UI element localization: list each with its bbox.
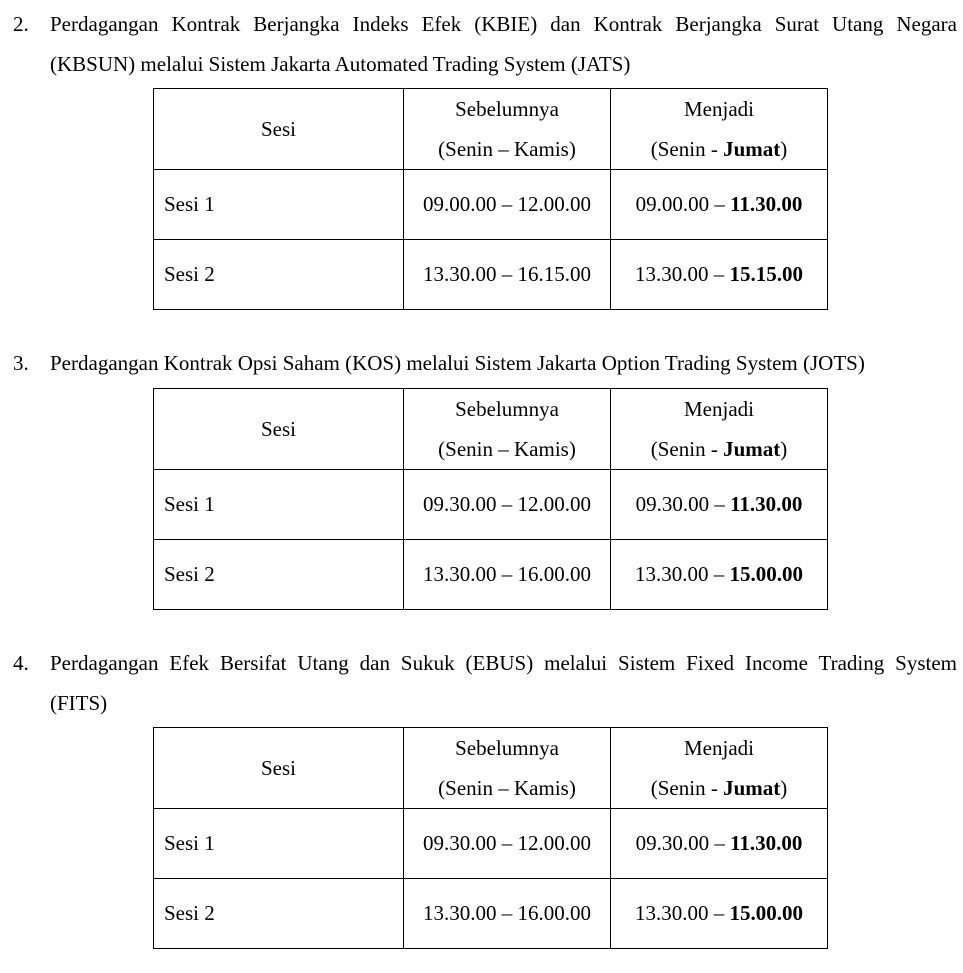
section-title-line-1: Perdagangan Kontrak Berjangka Indeks Efek (KBIE) dan Kontrak Berjangka Surat Utang Negara bbox=[50, 12, 957, 36]
new-time-end: 15.00.00 bbox=[729, 901, 803, 925]
table-row bbox=[154, 170, 828, 240]
table-row bbox=[154, 470, 828, 540]
header-new-days-bold: Jumat bbox=[723, 137, 781, 161]
header-new-days-suffix: ) bbox=[780, 137, 788, 161]
table-row bbox=[154, 540, 828, 610]
new-time-start: 09.30.00 – bbox=[635, 492, 731, 516]
table-header-row bbox=[154, 389, 828, 470]
header-sesi: Sesi bbox=[154, 89, 404, 170]
sesi-cell: Sesi 2 bbox=[154, 540, 404, 610]
header-prev-days: (Senin – Kamis) bbox=[438, 437, 576, 461]
sesi-cell: Sesi 1 bbox=[154, 809, 404, 879]
new-time-start: 13.30.00 – bbox=[635, 901, 730, 925]
header-prev-label: Sebelumnya bbox=[455, 736, 559, 760]
header-menjadi bbox=[611, 389, 828, 470]
new-time-cell bbox=[611, 809, 828, 879]
section-title bbox=[50, 643, 957, 723]
prev-time-cell: 13.30.00 – 16.00.00 bbox=[404, 540, 611, 610]
header-new-label: Menjadi bbox=[684, 397, 754, 421]
header-prev-days: (Senin – Kamis) bbox=[438, 776, 576, 800]
section-number: 4. bbox=[13, 651, 29, 675]
section-title-line-2: (KBSUN) melalui Sistem Jakarta Automated Trading System (JATS) bbox=[50, 52, 631, 76]
schedule-table-jats bbox=[153, 88, 828, 310]
section-title-line-1: Perdagangan Efek Bersifat Utang dan Sukuk (EBUS) melalui Sistem Fixed Income Trading System bbox=[50, 651, 957, 675]
section-title bbox=[50, 343, 957, 383]
sesi-cell: Sesi 1 bbox=[154, 470, 404, 540]
new-time-end: 11.30.00 bbox=[730, 492, 803, 516]
new-time-cell bbox=[611, 879, 828, 949]
prev-time-cell: 09.00.00 – 12.00.00 bbox=[404, 170, 611, 240]
header-new-days bbox=[611, 429, 827, 469]
header-new-label: Menjadi bbox=[684, 736, 754, 760]
header-prev-label: Sebelumnya bbox=[455, 97, 559, 121]
new-time-start: 09.30.00 – bbox=[635, 831, 731, 855]
prev-time-cell: 09.30.00 – 12.00.00 bbox=[404, 470, 611, 540]
header-new-label: Menjadi bbox=[684, 97, 754, 121]
header-new-days-prefix: (Senin - bbox=[650, 437, 724, 461]
section-number: 2. bbox=[13, 12, 29, 36]
header-menjadi bbox=[611, 728, 828, 809]
new-time-end: 11.30.00 bbox=[730, 831, 803, 855]
schedule-table-fits bbox=[153, 727, 828, 949]
new-time-start: 09.00.00 – bbox=[635, 192, 731, 216]
header-prev-label: Sebelumnya bbox=[455, 397, 559, 421]
table-header-row bbox=[154, 728, 828, 809]
header-new-days-prefix: (Senin - bbox=[650, 776, 724, 800]
table-row bbox=[154, 879, 828, 949]
header-sesi: Sesi bbox=[154, 728, 404, 809]
prev-time-cell: 09.30.00 – 12.00.00 bbox=[404, 809, 611, 879]
section-title-line-1: Perdagangan Kontrak Opsi Saham (KOS) melalui Sistem Jakarta Option Trading System (JOTS) bbox=[50, 351, 865, 375]
new-time-start: 13.30.00 – bbox=[635, 262, 730, 286]
sesi-cell: Sesi 2 bbox=[154, 240, 404, 310]
new-time-cell bbox=[611, 240, 828, 310]
section-title-line-2: (FITS) bbox=[50, 691, 108, 715]
table-row bbox=[154, 240, 828, 310]
header-sesi: Sesi bbox=[154, 389, 404, 470]
header-new-days-bold: Jumat bbox=[723, 437, 781, 461]
new-time-start: 13.30.00 – bbox=[635, 562, 730, 586]
schedule-table-jots bbox=[153, 388, 828, 610]
sesi-cell: Sesi 2 bbox=[154, 879, 404, 949]
header-new-days-suffix: ) bbox=[780, 776, 788, 800]
new-time-cell bbox=[611, 470, 828, 540]
prev-time-cell: 13.30.00 – 16.15.00 bbox=[404, 240, 611, 310]
new-time-cell bbox=[611, 170, 828, 240]
header-new-days bbox=[611, 768, 827, 808]
table-header-row bbox=[154, 89, 828, 170]
header-new-days-suffix: ) bbox=[780, 437, 788, 461]
header-prev-days: (Senin – Kamis) bbox=[438, 137, 576, 161]
new-time-end: 15.00.00 bbox=[729, 562, 803, 586]
header-new-days-prefix: (Senin - bbox=[650, 137, 724, 161]
header-new-days-bold: Jumat bbox=[723, 776, 781, 800]
header-menjadi bbox=[611, 89, 828, 170]
header-sebelumnya bbox=[404, 389, 611, 470]
section-number: 3. bbox=[13, 351, 29, 375]
new-time-cell bbox=[611, 540, 828, 610]
header-sebelumnya bbox=[404, 728, 611, 809]
header-sebelumnya bbox=[404, 89, 611, 170]
new-time-end: 15.15.00 bbox=[729, 262, 803, 286]
new-time-end: 11.30.00 bbox=[730, 192, 803, 216]
prev-time-cell: 13.30.00 – 16.00.00 bbox=[404, 879, 611, 949]
header-new-days bbox=[611, 129, 827, 169]
sesi-cell: Sesi 1 bbox=[154, 170, 404, 240]
section-title bbox=[50, 4, 957, 84]
table-row bbox=[154, 809, 828, 879]
